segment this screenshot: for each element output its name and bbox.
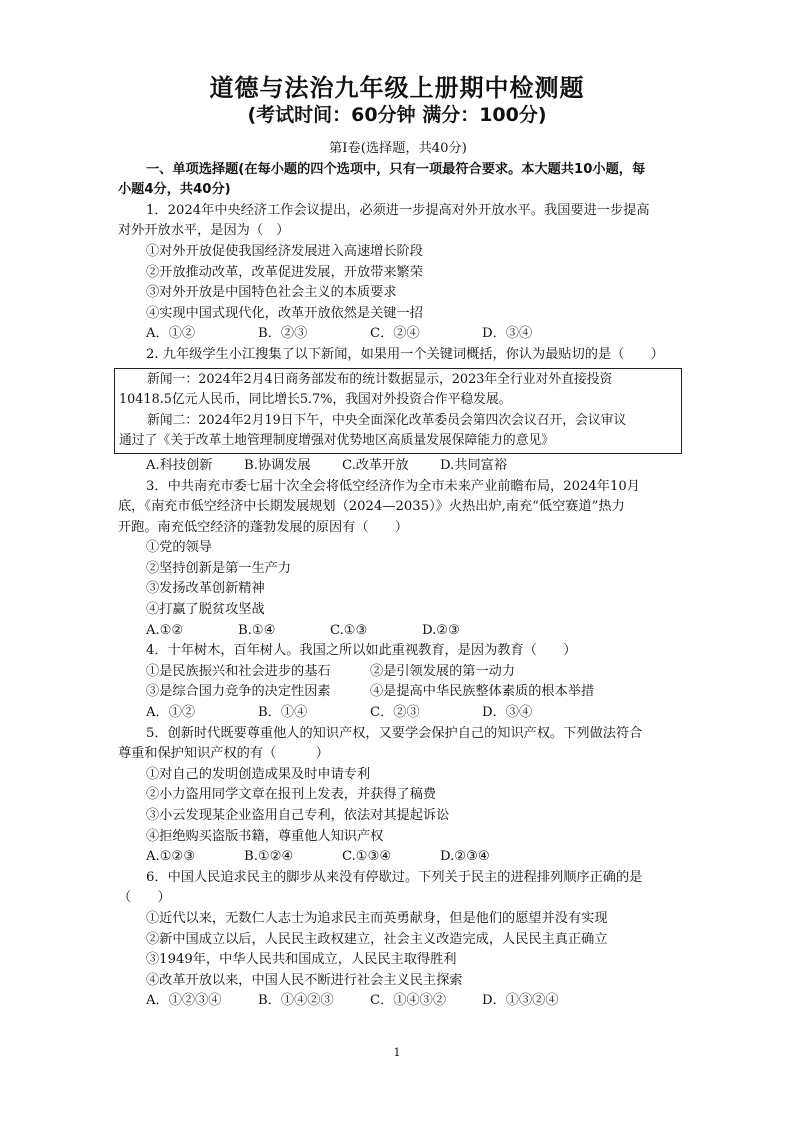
- answer-options: [118, 324, 678, 345]
- option-d: D．③④: [482, 326, 533, 342]
- option-d: D.②③④: [440, 849, 490, 865]
- statement-item: ③是综合国力竞争的决定性因素: [146, 684, 331, 700]
- option-a: A．①②: [146, 326, 196, 342]
- option-b: B.协调发展: [244, 457, 311, 473]
- option-d: D.②③: [422, 622, 460, 638]
- news-line: 新闻二：2024年2月19日下午，中央全面深化改革委员会第四次会议召开，会议审议: [147, 412, 627, 428]
- question-6: [118, 868, 678, 1012]
- option-d: D．③④: [482, 705, 533, 721]
- question-stem: 4．十年树木，百年树人。我国之所以如此重视教育，是因为教育（ ）: [146, 643, 577, 659]
- statement-item: ②是引领发展的第一动力: [370, 663, 516, 679]
- option-a: A.①②: [146, 622, 184, 638]
- statement-item: ④是提高中华民族整体素质的根本举措: [370, 684, 595, 700]
- statement-item: ③小云发现某企业盗用自己专利，依法对其提起诉讼: [146, 808, 450, 823]
- question-5: [118, 724, 678, 868]
- answer-options: [118, 456, 678, 477]
- question-stem: 1．2024年中央经济工作会议提出，必须进一步提高对外开放水平。我国要进一步提高: [146, 202, 650, 218]
- question-4: [118, 641, 678, 723]
- statement-pair: [118, 682, 678, 703]
- question-1: [118, 201, 678, 345]
- option-d: D．①③②④: [482, 993, 559, 1009]
- option-c: C．①④③②: [370, 993, 447, 1009]
- statement-item: ④改革开放以来，中国人民不断进行社会主义民主探索: [146, 972, 463, 988]
- question-2: [118, 345, 678, 477]
- statement-item: ②新中国成立以后，人民民主政权建立，社会主义改造完成，人民民主真正确立: [146, 931, 608, 947]
- news-line: 通过了《关于改革土地管理制度增强对优势地区高质量发展保障能力的意见》: [119, 433, 555, 449]
- question-stem: 开跑。南充低空经济的蓬勃发展的原因有（ ）: [118, 519, 409, 535]
- news-line: 10418.5亿元人民币，同比增长5.7%，我国对外投资合作平稳发展。: [119, 392, 512, 408]
- question-stem: 5．创新时代既要尊重他人的知识产权，又要学会保护自己的知识产权。下列做法符合: [146, 725, 643, 741]
- option-b: B.①②④: [244, 849, 294, 865]
- statement-item: ②开放推动改革，改革促进发展，开放带来繁荣: [146, 264, 423, 280]
- option-c: C.改革开放: [342, 457, 409, 473]
- section-heading: 第Ⅰ卷(选择题，共40分): [329, 141, 467, 156]
- statement-item: ③对外开放是中国特色社会主义的本质要求: [146, 285, 397, 301]
- statement-item: ②坚持创新是第一生产力: [146, 560, 292, 576]
- section-intro-line1: 一、单项选择题(在每小题的四个选项中，只有一项最符合要求。本大题共10小题，每: [146, 161, 646, 177]
- option-b: B．①④: [258, 705, 308, 721]
- question-stem: 对外开放水平，是因为（ ）: [118, 223, 290, 239]
- statement-item: ①党的领导: [146, 540, 212, 556]
- statement-item: ④打赢了脱贫攻坚战: [146, 602, 265, 618]
- option-c: C.①③④: [342, 849, 392, 865]
- option-c: C.①③: [330, 622, 368, 638]
- option-a: A.①②③: [146, 849, 196, 865]
- exam-subtitle: (考试时间：60分钟 满分：100分): [247, 104, 547, 126]
- answer-options: [118, 703, 678, 724]
- question-stem: 2. 九年级学生小江搜集了以下新闻，如果用一个关键词概括，你认为最贴切的是（ ）: [146, 346, 664, 362]
- option-c: C．②③: [370, 705, 420, 721]
- statement-item: ①近代以来，无数仁人志士为追求民主而英勇献身，但是他们的愿望并没有实现: [146, 910, 608, 926]
- statement-item: ①对自己的发明创造成果及时申请专利: [146, 766, 371, 782]
- option-c: C．②④: [370, 326, 420, 342]
- option-d: D.共同富裕: [440, 457, 508, 473]
- news-box: [114, 368, 682, 454]
- answer-options: [118, 847, 678, 868]
- option-a: A.科技创新: [146, 457, 213, 473]
- statement-item: ④实现中国式现代化，改革开放依然是关键一招: [146, 305, 423, 321]
- question-stem: （ ）: [118, 890, 171, 906]
- option-b: B.①④: [238, 622, 276, 638]
- question-stem: 6．中国人民追求民主的脚步从来没有停歇过。下列关于民主的进程排列顺序正确的是: [146, 869, 643, 885]
- statement-item: ①是民族振兴和社会进步的基石: [146, 663, 331, 679]
- question-stem: 底，《南充市低空经济中长期发展规划（2024—2035）》火热出炉,南充“低空赛道”热力: [118, 499, 625, 515]
- option-a: A．①②: [146, 705, 196, 721]
- answer-options: [118, 991, 678, 1012]
- question-3: [118, 477, 678, 642]
- statement-pair: [118, 662, 678, 683]
- answer-options: [118, 621, 678, 642]
- statement-item: ④拒绝购买盗版书籍，尊重他人知识产权: [146, 828, 384, 844]
- question-stem: 尊重和保护知识产权的有（ ）: [118, 746, 329, 762]
- statement-item: ③1949年，中华人民共和国成立，人民民主取得胜利: [146, 952, 457, 968]
- exam-title: 道德与法治九年级上册期中检测题: [209, 74, 585, 102]
- statement-item: ①对外开放促使我国经济发展进入高速增长阶段: [146, 243, 423, 259]
- statement-item: ②小力盗用同学文章在报刊上发表，并获得了稿费: [146, 787, 437, 803]
- question-stem: 3．中共南充市委七届十次全会将低空经济作为全市未来产业前瞻布局，2024年10月: [146, 478, 640, 494]
- news-line: 新闻一：2024年2月4日商务部发布的统计数据显示，2023年全行业对外直接投资: [147, 371, 613, 387]
- statement-item: ③发扬改革创新精神: [146, 581, 265, 597]
- exam-content: [118, 139, 678, 1012]
- option-a: A．①②③④: [146, 993, 222, 1009]
- option-b: B．②③: [258, 326, 308, 342]
- option-b: B．①④②③: [258, 993, 334, 1009]
- page-number: 1: [393, 1046, 401, 1059]
- section-intro-line2: 小题4分，共40分): [118, 182, 231, 198]
